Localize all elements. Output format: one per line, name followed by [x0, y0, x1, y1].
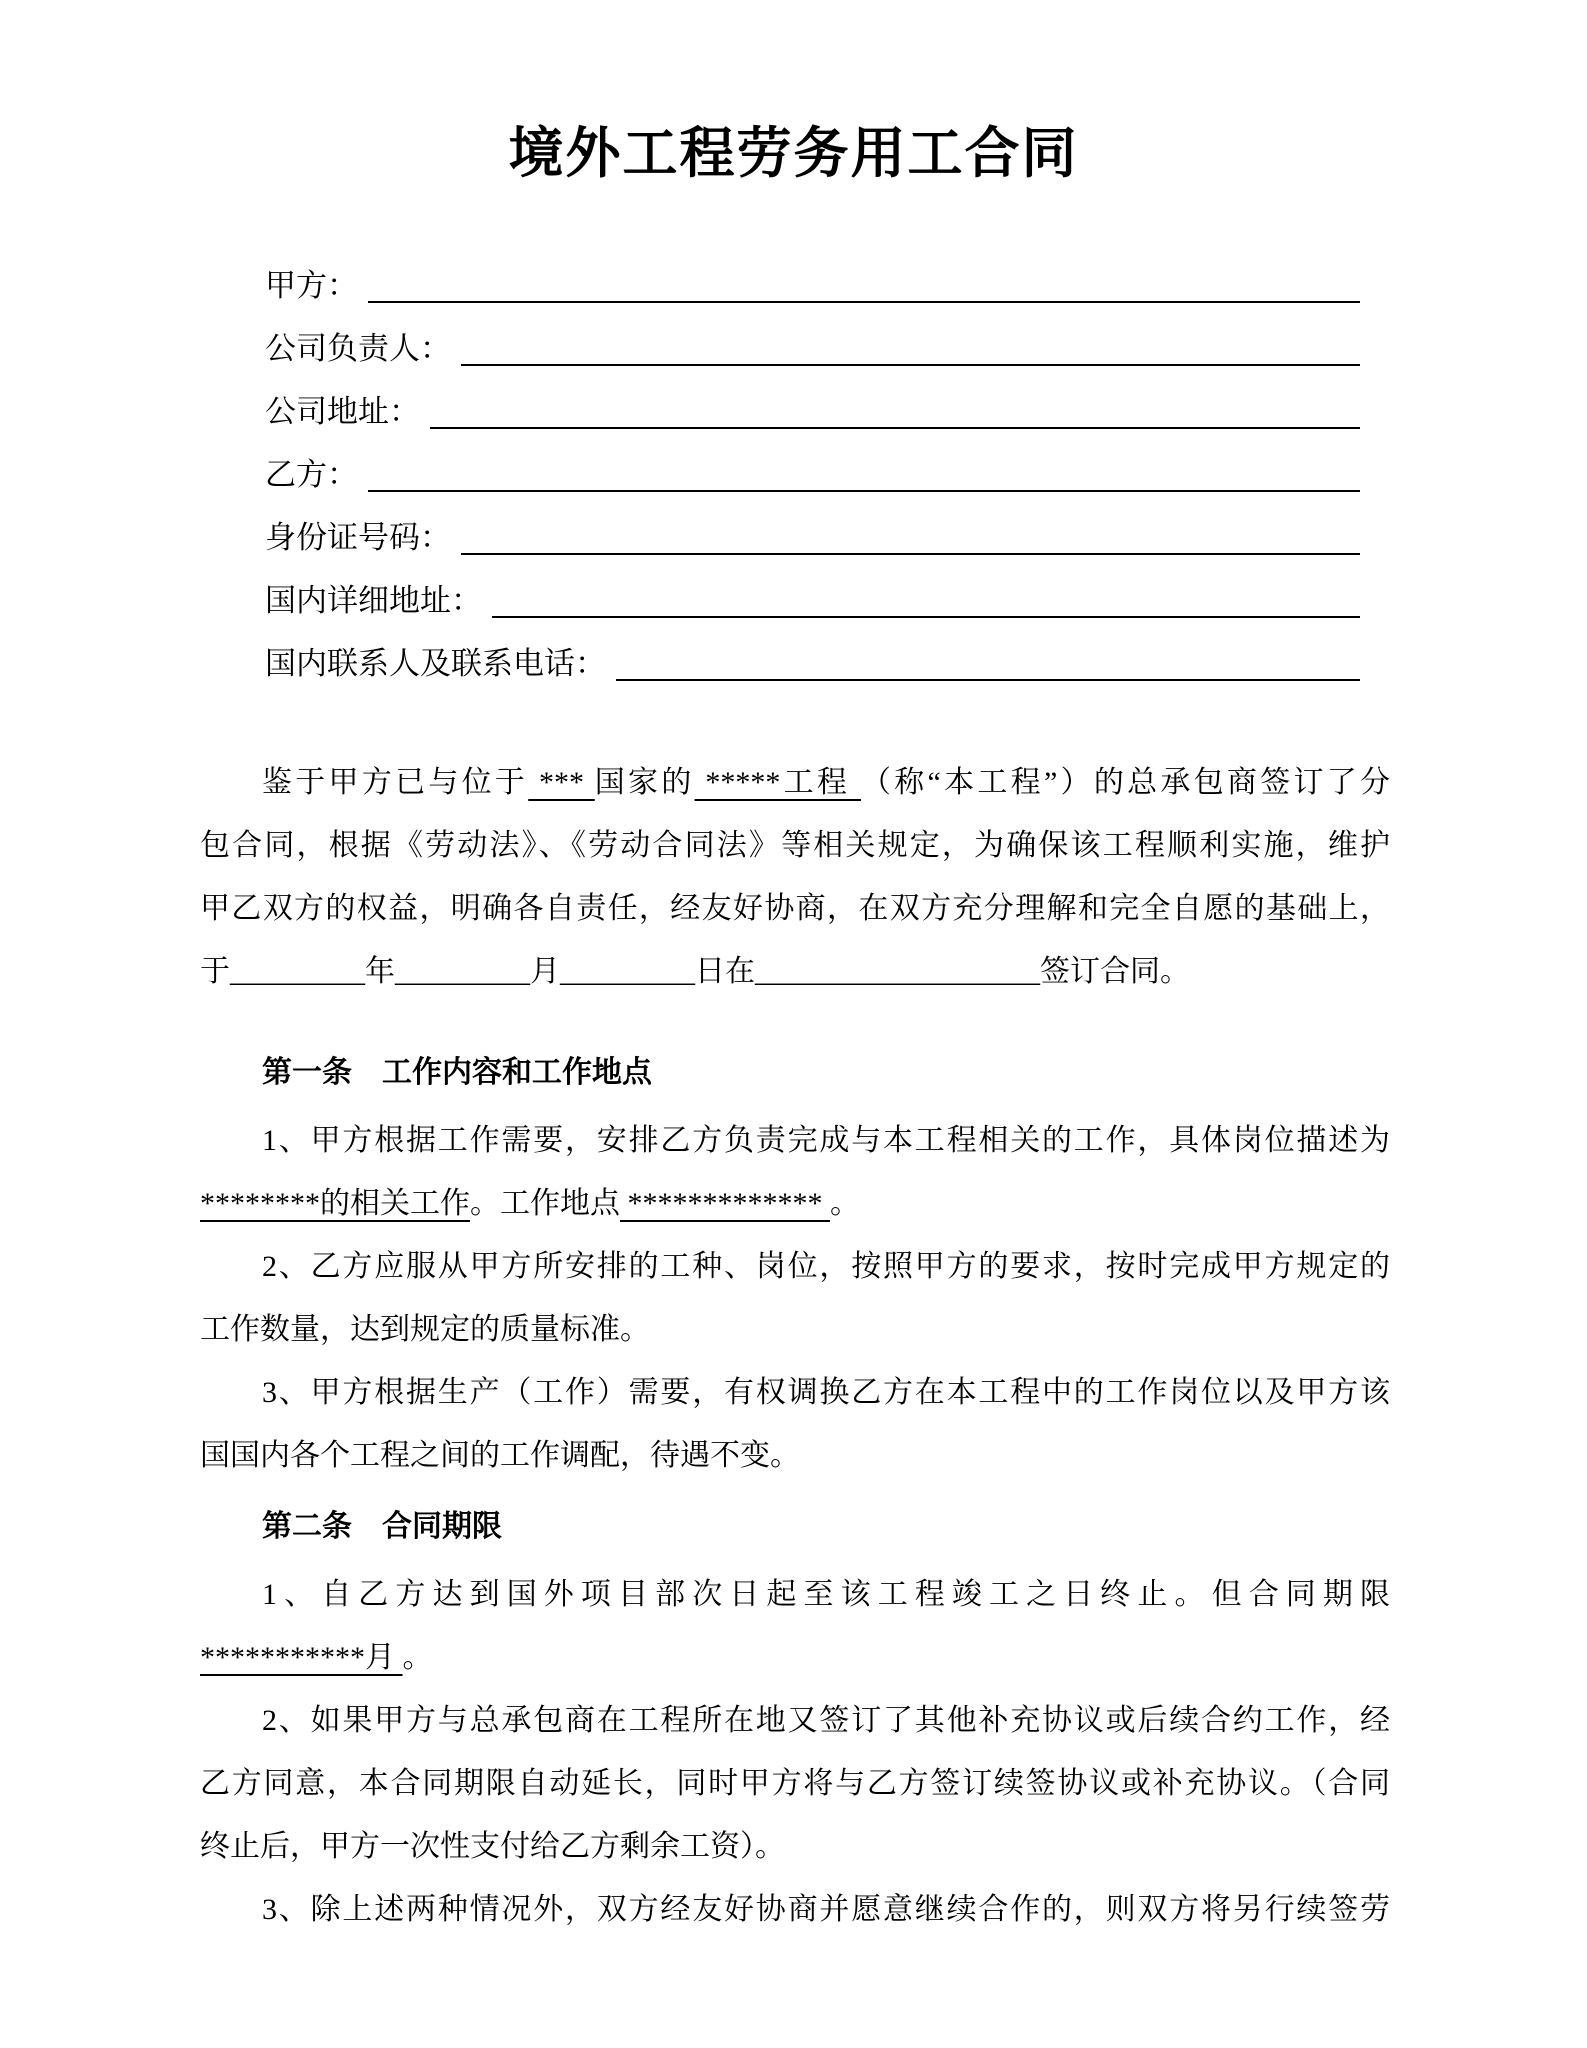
- text-line: [200, 1815, 1390, 1878]
- form-row: [265, 506, 1360, 569]
- text-line: [200, 1298, 1390, 1361]
- blank-line: [461, 317, 1360, 366]
- underlined-text: *****工程: [694, 766, 861, 799]
- form-field-label: 公司负责人：: [265, 331, 451, 366]
- text-segment: 3、除上述两种情况外，双方经友好协商并愿意继续合作的，则双方将另行续签劳: [262, 1893, 1390, 1926]
- underlined-text: *************: [620, 1187, 830, 1220]
- text-segment: 1、自乙方达到国外项目部次日起至该工程竣工之日终止。但合同期限: [262, 1578, 1390, 1611]
- text-line: [200, 1752, 1390, 1815]
- text-line: [200, 1689, 1390, 1752]
- text-line: [200, 751, 1390, 814]
- text-line: [200, 1563, 1390, 1626]
- contract-body: [200, 751, 1390, 1941]
- text-segment: 鉴于甲方已与位于: [262, 766, 529, 799]
- text-segment: （称“本工程”）的总承包商签订了分: [860, 766, 1391, 799]
- text-line: [200, 1495, 1390, 1558]
- form-row: [265, 569, 1360, 632]
- text-segment: 。: [402, 1641, 433, 1674]
- text-segment: 2、乙方应服从甲方所安排的工种、岗位，按照甲方的要求，按时完成甲方规定的: [262, 1250, 1390, 1283]
- form-row: [265, 254, 1360, 317]
- text-line: [200, 814, 1390, 877]
- text-segment: 国国内各个工程之间的工作调配，待遇不变。: [200, 1439, 800, 1472]
- text-segment: 包合同，根据《劳动法》、《劳动合同法》等相关规定，为确保该工程顺利实施，维护: [200, 829, 1390, 862]
- text-line: [200, 940, 1390, 1003]
- paragraph: [200, 1235, 1390, 1361]
- blank-line: [368, 254, 1360, 303]
- text-segment: 国家的: [594, 766, 695, 799]
- text-segment: 第二条 合同期限: [262, 1510, 502, 1543]
- form-field-label: 国内联系人及联系电话：: [265, 646, 606, 681]
- text-line: [200, 1878, 1390, 1941]
- text-line: [200, 1424, 1390, 1487]
- text-segment: 第一条 工作内容和工作地点: [262, 1056, 652, 1089]
- document-title: 境外工程劳务用工合同: [508, 123, 1079, 184]
- underlined-text: ***********月: [200, 1641, 403, 1674]
- text-line: [200, 1361, 1390, 1424]
- text-line: [200, 877, 1390, 940]
- text-segment: 工作数量，达到规定的质量标准。: [200, 1313, 650, 1346]
- paragraph: [200, 1109, 1390, 1235]
- text-line: [200, 1172, 1390, 1235]
- paragraph: [200, 1563, 1390, 1689]
- underlined-text: ********的相关工作: [200, 1187, 470, 1220]
- party-info-form: [265, 254, 1360, 695]
- contract-page: [0, 118, 1587, 2048]
- form-row: [265, 317, 1360, 380]
- form-row: [265, 380, 1360, 443]
- blank-line: [616, 632, 1360, 681]
- form-field-label: 乙方：: [265, 457, 358, 492]
- form-field-label: 公司地址：: [265, 394, 420, 429]
- text-segment: 。: [830, 1187, 860, 1220]
- text-segment: 终止后，甲方一次性支付给乙方剩余工资）。: [200, 1830, 785, 1863]
- form-field-label: 国内详细地址：: [265, 583, 482, 618]
- form-row: [265, 632, 1360, 695]
- blank-line: [368, 443, 1360, 492]
- blank-line: [461, 506, 1360, 555]
- text-segment: 甲乙双方的权益，明确各自责任，经友好协商，在双方充分理解和完全自愿的基础上，: [200, 892, 1390, 925]
- blank-line: [492, 569, 1360, 618]
- form-row: [265, 443, 1360, 506]
- text-segment: 乙方同意，本合同期限自动延长，同时甲方将与乙方签订续签协议或补充协议。（合同: [200, 1767, 1390, 1800]
- form-field-label: 甲方：: [265, 268, 358, 303]
- text-line: [200, 1626, 1390, 1689]
- text-segment: 。工作地点: [470, 1187, 620, 1220]
- text-line: [200, 1235, 1390, 1298]
- blank-line: [430, 380, 1360, 429]
- paragraph: [200, 1689, 1390, 1878]
- text-segment: 于_________年_________月_________日在___________________签订合同。: [200, 955, 1190, 988]
- form-field-label: 身份证号码：: [265, 520, 451, 555]
- text-segment: 3、甲方根据生产（工作）需要，有权调换乙方在本工程中的工作岗位以及甲方该: [262, 1376, 1390, 1409]
- text-line: [200, 1041, 1390, 1104]
- paragraph: [200, 751, 1390, 1003]
- underlined-text: ***: [528, 766, 595, 799]
- article-heading: [200, 1495, 1390, 1558]
- text-segment: 1、甲方根据工作需要，安排乙方负责完成与本工程相关的工作，具体岗位描述为: [262, 1124, 1390, 1157]
- paragraph: [200, 1361, 1390, 1487]
- text-line: [200, 1109, 1390, 1172]
- paragraph: [200, 1878, 1390, 1941]
- article-heading: [200, 1041, 1390, 1104]
- text-segment: 2、如果甲方与总承包商在工程所在地又签订了其他补充协议或后续合约工作，经: [262, 1704, 1390, 1737]
